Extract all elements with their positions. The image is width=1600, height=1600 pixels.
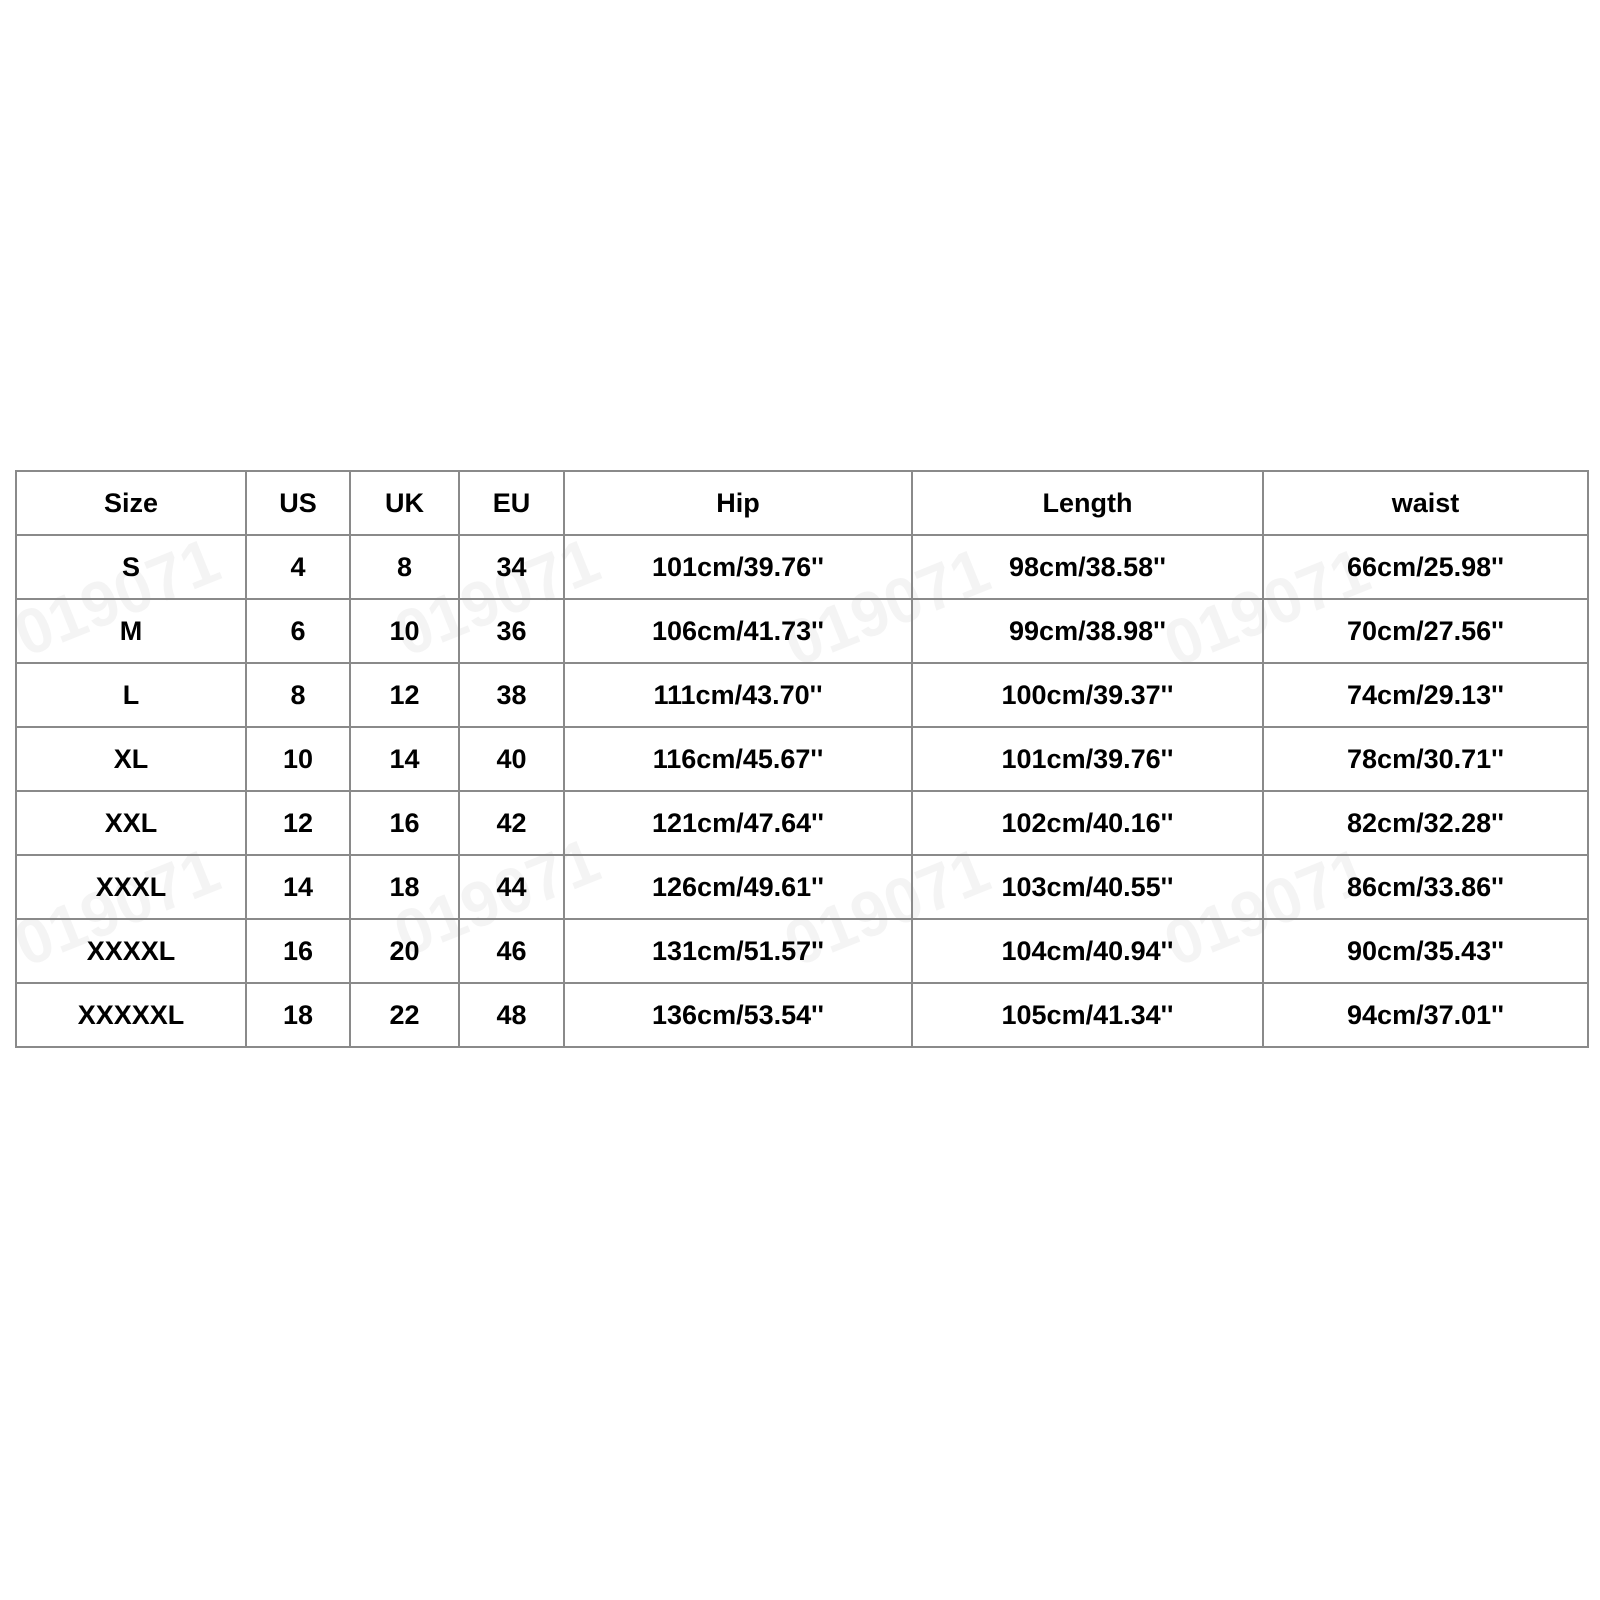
cell-us: 14 <box>246 855 350 919</box>
cell-size: XL <box>16 727 246 791</box>
cell-length: 105cm/41.34'' <box>912 983 1263 1047</box>
cell-eu: 46 <box>459 919 564 983</box>
cell-uk: 18 <box>350 855 459 919</box>
cell-size: XXXL <box>16 855 246 919</box>
cell-uk: 20 <box>350 919 459 983</box>
cell-size: XXL <box>16 791 246 855</box>
cell-eu: 36 <box>459 599 564 663</box>
header-hip: Hip <box>564 471 912 535</box>
cell-eu: 42 <box>459 791 564 855</box>
cell-hip: 131cm/51.57'' <box>564 919 912 983</box>
cell-us: 18 <box>246 983 350 1047</box>
header-length: Length <box>912 471 1263 535</box>
header-row <box>16 471 1588 535</box>
cell-hip: 136cm/53.54'' <box>564 983 912 1047</box>
cell-us: 8 <box>246 663 350 727</box>
cell-us: 16 <box>246 919 350 983</box>
cell-length: 103cm/40.55'' <box>912 855 1263 919</box>
cell-waist: 74cm/29.13'' <box>1263 663 1588 727</box>
cell-waist: 94cm/37.01'' <box>1263 983 1588 1047</box>
cell-size: XXXXXL <box>16 983 246 1047</box>
cell-hip: 106cm/41.73'' <box>564 599 912 663</box>
cell-uk: 16 <box>350 791 459 855</box>
table-row <box>16 535 1588 599</box>
size-chart-body <box>16 471 1588 1047</box>
table-row <box>16 727 1588 791</box>
cell-hip: 116cm/45.67'' <box>564 727 912 791</box>
cell-hip: 111cm/43.70'' <box>564 663 912 727</box>
cell-uk: 14 <box>350 727 459 791</box>
cell-size: S <box>16 535 246 599</box>
cell-length: 101cm/39.76'' <box>912 727 1263 791</box>
cell-hip: 126cm/49.61'' <box>564 855 912 919</box>
cell-waist: 86cm/33.86'' <box>1263 855 1588 919</box>
header-eu: EU <box>459 471 564 535</box>
cell-waist: 66cm/25.98'' <box>1263 535 1588 599</box>
cell-us: 6 <box>246 599 350 663</box>
cell-hip: 101cm/39.76'' <box>564 535 912 599</box>
cell-uk: 22 <box>350 983 459 1047</box>
cell-length: 104cm/40.94'' <box>912 919 1263 983</box>
cell-uk: 12 <box>350 663 459 727</box>
cell-uk: 10 <box>350 599 459 663</box>
cell-waist: 70cm/27.56'' <box>1263 599 1588 663</box>
cell-waist: 90cm/35.43'' <box>1263 919 1588 983</box>
table-row <box>16 855 1588 919</box>
header-us: US <box>246 471 350 535</box>
cell-length: 100cm/39.37'' <box>912 663 1263 727</box>
cell-size: XXXXL <box>16 919 246 983</box>
table-row <box>16 791 1588 855</box>
cell-us: 10 <box>246 727 350 791</box>
cell-eu: 38 <box>459 663 564 727</box>
cell-size: M <box>16 599 246 663</box>
cell-hip: 121cm/47.64'' <box>564 791 912 855</box>
table-row <box>16 919 1588 983</box>
header-size: Size <box>16 471 246 535</box>
header-waist: waist <box>1263 471 1588 535</box>
cell-us: 4 <box>246 535 350 599</box>
cell-eu: 48 <box>459 983 564 1047</box>
table-row <box>16 599 1588 663</box>
size-chart-table <box>15 470 1589 1048</box>
table-row <box>16 983 1588 1047</box>
cell-size: L <box>16 663 246 727</box>
cell-waist: 82cm/32.28'' <box>1263 791 1588 855</box>
cell-waist: 78cm/30.71'' <box>1263 727 1588 791</box>
cell-eu: 44 <box>459 855 564 919</box>
header-uk: UK <box>350 471 459 535</box>
cell-uk: 8 <box>350 535 459 599</box>
cell-length: 98cm/38.58'' <box>912 535 1263 599</box>
cell-length: 102cm/40.16'' <box>912 791 1263 855</box>
table-row <box>16 663 1588 727</box>
cell-eu: 34 <box>459 535 564 599</box>
cell-length: 99cm/38.98'' <box>912 599 1263 663</box>
cell-us: 12 <box>246 791 350 855</box>
cell-eu: 40 <box>459 727 564 791</box>
